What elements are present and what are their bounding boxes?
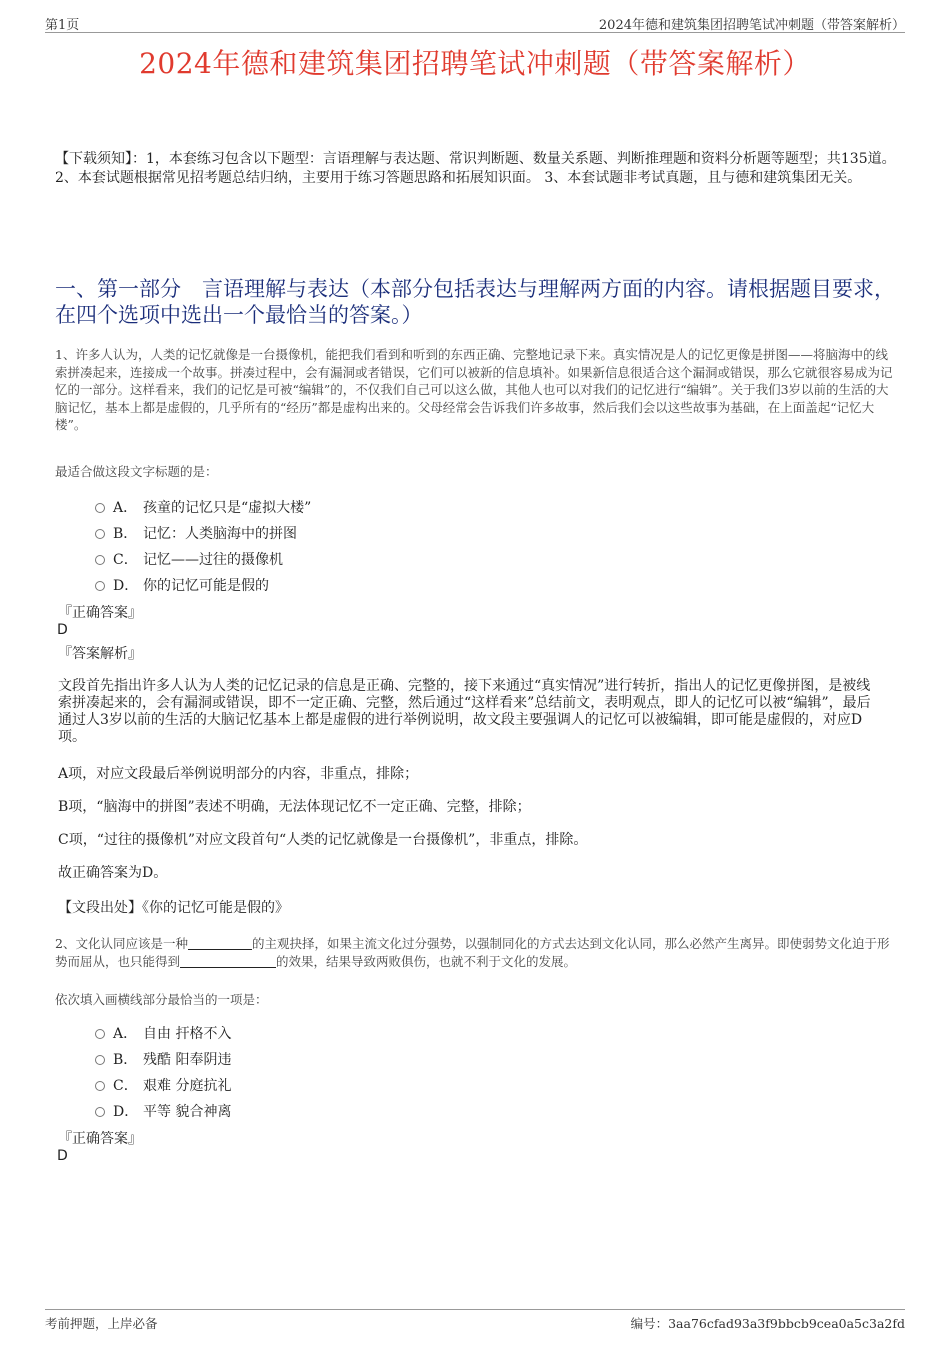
header-doc-title: 2024年德和建筑集团招聘笔试冲刺题（带答案解析） [598, 18, 905, 33]
option-text: 记忆——过往的摄像机 [143, 552, 283, 568]
document-title: 2024年德和建筑集团招聘笔试冲刺题（带答案解析） [139, 47, 811, 80]
footer-slogan: 考前押题，上岸必备 [45, 1316, 158, 1331]
option-text: 残酷 阳奉阴违 [143, 1052, 232, 1068]
question-1-answer: D [57, 622, 68, 638]
radio-icon[interactable] [95, 1107, 105, 1117]
question-2-stem: 依次填入画横线部分最恰当的一项是： [55, 992, 268, 1007]
question-1-source: 【文段出处】《你的记忆可能是假的》 [58, 900, 289, 916]
question-2-text [55, 935, 895, 970]
radio-icon[interactable] [95, 503, 105, 513]
radio-icon[interactable] [95, 1029, 105, 1039]
question-2-text-part3: 的效果，结果导致两败俱伤，也就不利于文化的发展。 [276, 953, 577, 969]
question-1-option-a[interactable] [95, 497, 311, 517]
question-1-analysis-conclusion: 故正确答案为D。 [58, 865, 168, 881]
option-letter: D． [113, 578, 139, 594]
option-text: 孩童的记忆只是“虚拟大楼” [143, 500, 312, 516]
question-1-stem: 最适合做这段文字标题的是： [55, 464, 218, 479]
page-header [45, 14, 905, 33]
option-letter: C． [113, 552, 138, 568]
question-2-option-d[interactable] [95, 1101, 231, 1121]
question-1-analysis-label: 『答案解析』 [58, 646, 142, 662]
option-text: 自由 扞格不入 [143, 1026, 232, 1042]
download-notice: 【下载须知】：1，本套练习包含以下题型：言语理解与表达题、常识判断题、数量关系题、判断推理题和资料分析题等题型；共135道。 2、本套试题根据常见招考题总结归纳，主要用于练习答题思路和拓展知识面。 3、本套试题非考试真题，且与德和建筑集团无关。 [55, 151, 896, 186]
question-2-option-a[interactable] [95, 1023, 231, 1043]
question-1-option-c[interactable] [95, 549, 283, 569]
radio-icon[interactable] [95, 581, 105, 591]
question-2-answer: D [57, 1148, 68, 1164]
option-text: 记忆：人类脑海中的拼图 [143, 526, 297, 542]
footer-doc-id: 编号：3aa76cfad93a3f9bbcb9cea0a5c3a2fd [630, 1316, 905, 1331]
question-1-analysis-c: C项，“过往的摄像机”对应文段首句“人类的记忆就像是一台摄像机”，非重点，排除。 [58, 832, 588, 848]
question-2-text-part2: 的主观抉择，如果主流文化过分强势，以强制同化的方式去达到文化认同，那么必然产生离异。即使弱势文化迫于形势而屈从，也只能得到 [55, 936, 890, 969]
question-2-option-b[interactable] [95, 1049, 231, 1069]
radio-icon[interactable] [95, 555, 105, 565]
question-1-analysis-b: B项，“脑海中的拼图”表述不明确，无法体现记忆不一定正确、完整，排除； [58, 799, 531, 815]
page-footer [45, 1309, 905, 1334]
option-text: 平等 貌合神离 [143, 1104, 232, 1120]
radio-icon[interactable] [95, 1055, 105, 1065]
option-letter: C． [113, 1078, 138, 1094]
question-1-analysis-main: 文段首先指出许多人认为人类的记忆记录的信息是正确、完整的，接下来通过“真实情况”进行转折，指出人的记忆更像拼图，是被线索拼凑起来的，会有漏洞或错误，即不一定正确、完整，然后通过“这样看来”总结前文，表明观点，即人的记忆可以被“编辑”，最后通过人3岁以前的生活的大脑记忆基本上都是虚假的进行举例说明，故文段主要强调人的记忆可以被编辑，即可能是虚假的，对应D项。 [58, 678, 871, 745]
page-number: 第1页 [45, 18, 80, 33]
section-title: 一、第一部分 言语理解与表达（本部分包括表达与理解两方面的内容。请根据题目要求，在四个选项中选出一个最恰当的答案。） [55, 277, 895, 327]
radio-icon[interactable] [95, 1081, 105, 1091]
question-2-option-c[interactable] [95, 1075, 231, 1095]
question-1-option-b[interactable] [95, 523, 297, 543]
option-text: 艰难 分庭抗礼 [143, 1078, 232, 1094]
fill-blank-2 [180, 955, 276, 968]
option-letter: A． [113, 1026, 138, 1042]
option-letter: B． [113, 1052, 138, 1068]
option-letter: D． [113, 1104, 139, 1120]
question-1-analysis-a: A项，对应文段最后举例说明部分的内容，非重点，排除； [58, 766, 419, 782]
radio-icon[interactable] [95, 529, 105, 539]
option-letter: A． [113, 500, 138, 516]
question-2-text-part1: 2、文化认同应该是一种 [55, 936, 188, 951]
question-1-answer-label: 『正确答案』 [58, 605, 142, 621]
fill-blank-1 [188, 937, 252, 950]
question-1-option-d[interactable] [95, 575, 269, 595]
option-letter: B． [113, 526, 138, 542]
question-2-answer-label: 『正确答案』 [58, 1131, 142, 1147]
option-text: 你的记忆可能是假的 [143, 578, 269, 594]
question-1-text: 1、许多人认为，人类的记忆就像是一台摄像机，能把我们看到和听到的东西正确、完整地记录下来。真实情况是人的记忆更像是拼图——将脑海中的线索拼凑起来，连接成一个故事。拼凑过程中，会有漏洞或者错误，它们可以被新的信息填补。如果新信息很适合这个漏洞或错误，那么它就很容易成为记忆的一部分。这样看来，我们的记忆是可被“编辑”的，不仅我们自己可以这么做，其他人也可以对我们的记忆进行“编辑”。关于我们3岁以前的生活的大脑记忆，基本上都是虚假的，几乎所有的“经历”都是虚构出来的。父母经常会告诉我们许多故事，然后我们会以这些故事为基础，在上面盖起“记忆大楼”。 [55, 347, 893, 432]
